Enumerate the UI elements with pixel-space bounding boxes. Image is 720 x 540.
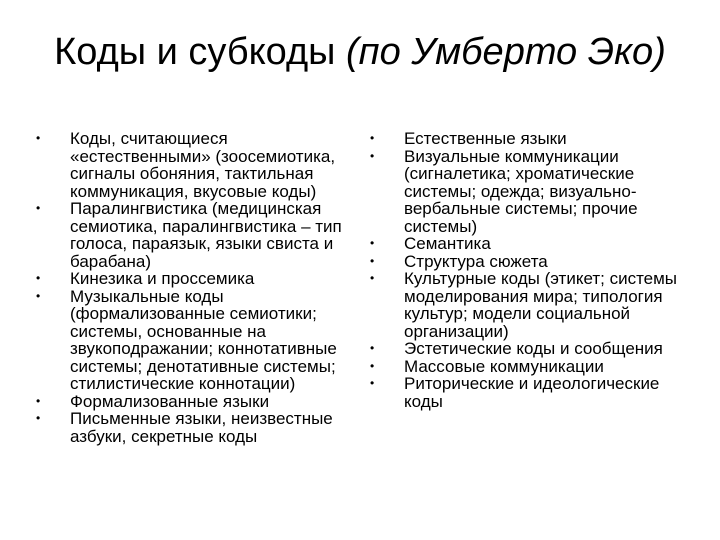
- list-item: [36, 130, 342, 200]
- list-item: [370, 358, 686, 376]
- bullet-icon: •: [36, 131, 41, 145]
- bullet-icon: •: [370, 236, 375, 250]
- title-italic: (по Умберто Эко): [346, 31, 666, 73]
- left-bullet-list: [36, 130, 342, 445]
- list-item-text: Музыкальные коды (формализованные семиотики; системы, основанные на звукоподражании; коннотативные системы; денотативные системы; стилистические коннотации): [70, 286, 337, 393]
- list-item: [370, 148, 686, 236]
- bullet-icon: •: [36, 393, 41, 408]
- list-item-text: Массовые коммуникации: [404, 356, 604, 376]
- list-item-text: Эстетические коды и сообщения: [404, 339, 663, 358]
- list-item: [36, 200, 342, 270]
- bullet-icon: •: [36, 271, 41, 285]
- list-item-text: Формализованные языки: [70, 391, 270, 411]
- list-item-text: Письменные языки, неизвестные азбуки, секретные коды: [70, 409, 333, 446]
- list-item-text: Структура сюжета: [404, 251, 548, 271]
- list-item: [36, 393, 342, 411]
- list-item-text: Кинезика и проссемика: [70, 269, 255, 288]
- bullet-icon: •: [36, 288, 41, 303]
- bullet-icon: •: [36, 201, 41, 215]
- list-item: [370, 340, 686, 358]
- bullet-icon: •: [370, 253, 375, 268]
- list-item-text: Культурные коды (этикет; системы моделирования мира; типология культур; модели социальной организации): [404, 269, 678, 341]
- bullet-icon: •: [370, 148, 375, 163]
- list-item: [36, 270, 342, 288]
- bullet-icon: •: [370, 358, 375, 373]
- list-item: [370, 130, 686, 148]
- slide-title: [40, 28, 680, 76]
- list-item: [36, 410, 342, 445]
- list-item-text: Визуальные коммуникации (сигналетика; хроматические системы; одежда; визуально-вербальные системы; прочие системы): [404, 146, 638, 236]
- list-item-text: Семантика: [404, 234, 491, 253]
- list-item-text: Риторические и идеологические коды: [404, 374, 660, 411]
- list-item: [370, 235, 686, 253]
- list-item: [36, 288, 342, 393]
- title-main: Коды и субкоды: [54, 31, 347, 73]
- list-item-text: Паралингвистика (медицинская семиотика, паралингвистика – тип голоса, параязык, языки свиста и барабана): [70, 199, 342, 271]
- bullet-icon: •: [36, 411, 41, 425]
- list-item: [370, 375, 686, 410]
- bullet-icon: •: [370, 131, 375, 145]
- list-item: [370, 270, 686, 340]
- list-item-text: Естественные языки: [404, 129, 567, 148]
- bullet-icon: •: [370, 376, 375, 390]
- list-item: [370, 253, 686, 271]
- bullet-icon: •: [370, 271, 375, 285]
- right-bullet-list: [370, 130, 686, 410]
- bullet-icon: •: [370, 341, 375, 355]
- list-item-text: Коды, считающиеся «естественными» (зоосемиотика, сигналы обоняния, тактильная коммуникация, вкусовые коды): [70, 129, 336, 201]
